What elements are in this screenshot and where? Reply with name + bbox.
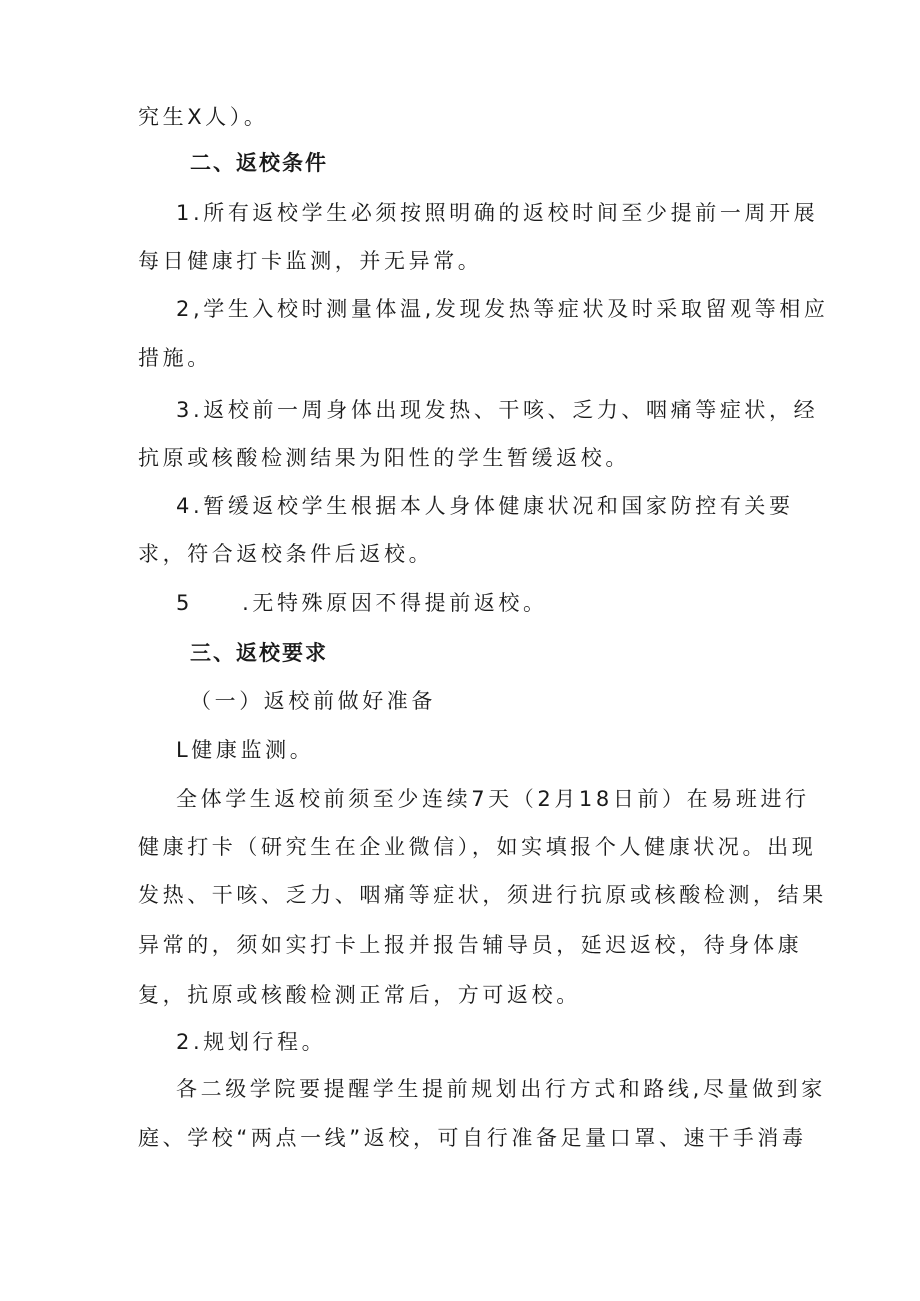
text-line: 4.暂缓返校学生根据本人身体健康状况和国家防控有关要 [176,494,794,518]
text-line: 1.所有返校学生必须按照明确的返校时间至少提前一周开展 [176,201,819,225]
text-line: 全体学生返校前须至少连续7天（2月18日前）在易班进行 [176,787,810,811]
text-line: 2,学生入校时测量体温,发现发热等症状及时采取留观等相应 [176,297,829,321]
subsection-heading: （一）返校前做好准备 [190,689,436,713]
text-line: 发热、干咳、乏力、咽痛等症状，须进行抗原或核酸检测，结果 [138,883,827,907]
text-line: 2.规划行程。 [176,1030,327,1054]
text-line: 异常的，须如实打卡上报并报告辅导员，延迟返校，待身体康 [138,933,803,957]
text-line: 究生X人）。 [138,105,269,129]
text-line: 复，抗原或核酸检测正常后，方可返校。 [138,983,581,1007]
text-line: 求，符合返校条件后返校。 [138,542,434,566]
text-line: 每日健康打卡监测，并无异常。 [138,249,483,273]
section-heading: 三、返校要求 [190,641,328,665]
text-line: L健康监测。 [176,738,315,762]
text-line: 措施。 [138,346,212,370]
text-line: 健康打卡（研究生在企业微信），如实填报个人健康状况。出现 [138,835,817,859]
text-line: 5 .无特殊原因不得提前返校。 [176,591,548,615]
section-heading: 二、返校条件 [190,151,328,175]
text-line: 抗原或核酸检测结果为阳性的学生暂缓返校。 [138,446,630,470]
text-line: 庭、学校“两点一线”返校，可自行准备足量口罩、速干手消毒 [138,1126,807,1150]
text-line: 各二级学院要提醒学生提前规划出行方式和路线,尽量做到家 [176,1077,826,1101]
text-line: 3.返校前一周身体出现发热、干咳、乏力、咽痛等症状，经 [176,398,819,422]
